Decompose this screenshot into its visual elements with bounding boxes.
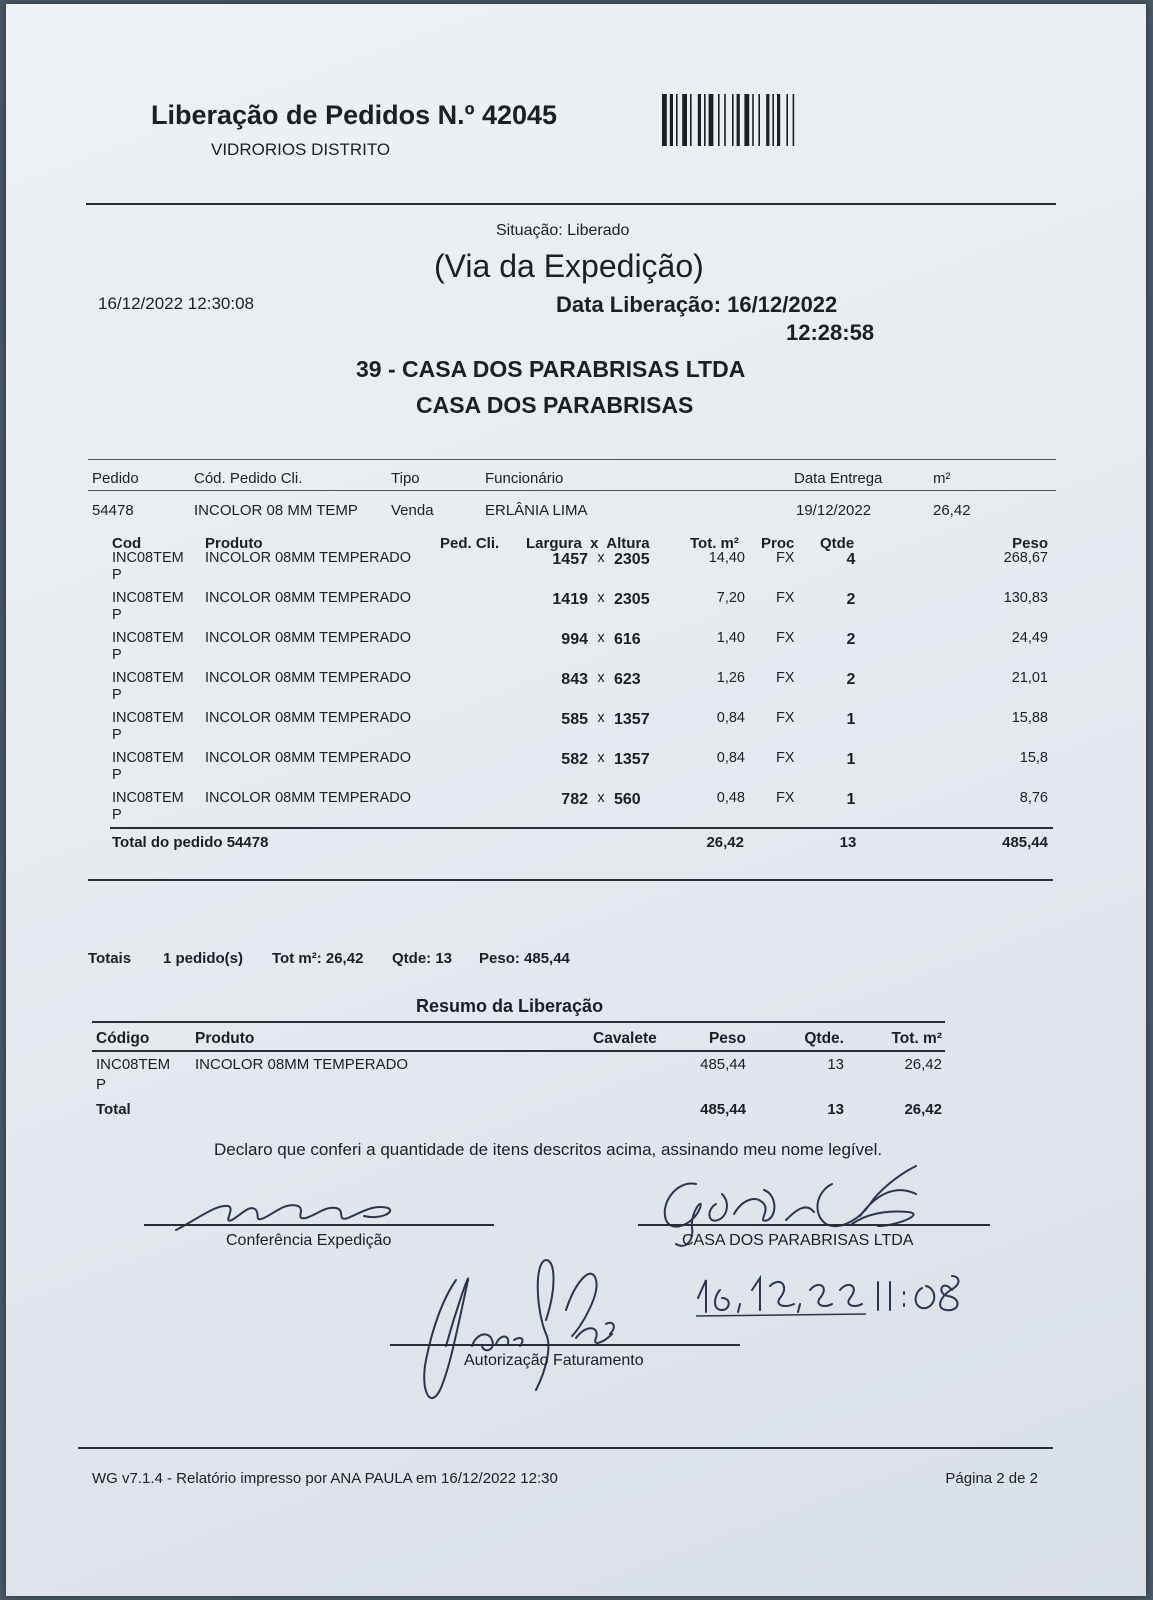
item-produto: INCOLOR 08MM TEMPERADO bbox=[205, 550, 411, 566]
summary-tot-m2: 26,42 bbox=[904, 1056, 942, 1073]
barcode-bar bbox=[786, 94, 788, 146]
release-time: 12:28:58 bbox=[786, 320, 875, 345]
order-employee: ERLÂNIA LIMA bbox=[485, 502, 588, 519]
item-qtde: 2 bbox=[846, 671, 856, 688]
item-cod: INC08TEM bbox=[112, 630, 184, 646]
summary-total-peso: 485,44 bbox=[700, 1101, 746, 1118]
item-produto: INCOLOR 08MM TEMPERADO bbox=[205, 670, 411, 686]
barcode-bar bbox=[704, 94, 706, 146]
item-qtde: 1 bbox=[846, 711, 856, 728]
barcode-bar bbox=[752, 94, 754, 146]
footer-rule bbox=[78, 1447, 1053, 1449]
summary-total-tot-m2: 26,42 bbox=[904, 1101, 942, 1118]
item-largura: 1457 bbox=[552, 551, 588, 568]
item-produto: INCOLOR 08MM TEMPERADO bbox=[205, 710, 411, 726]
item-x: x bbox=[597, 550, 605, 566]
item-proc: FX bbox=[776, 790, 795, 806]
item-altura: 1357 bbox=[614, 711, 650, 728]
barcode-bar bbox=[709, 94, 714, 146]
signature-line-conferencia bbox=[144, 1224, 494, 1226]
item-cod-cont: P bbox=[112, 767, 122, 783]
summary-codigo: INC08TEM bbox=[96, 1056, 171, 1073]
col-header-cod-pedido-cli: Cód. Pedido Cli. bbox=[194, 470, 303, 487]
item-tot-m2: 1,40 bbox=[716, 630, 745, 646]
barcode-bar bbox=[793, 94, 795, 146]
copy-type: (Via da Expedição) bbox=[434, 248, 704, 284]
item-largura: 585 bbox=[561, 711, 588, 728]
col-header-pedido: Pedido bbox=[92, 470, 139, 487]
col-header-tipo: Tipo bbox=[391, 470, 420, 487]
item-altura: 2305 bbox=[614, 551, 650, 568]
item-cod: INC08TEM bbox=[112, 790, 184, 806]
document-page bbox=[6, 4, 1146, 1596]
item-largura: 1419 bbox=[552, 591, 588, 608]
totals-qtde: Qtde: 13 bbox=[392, 950, 453, 967]
item-largura: 843 bbox=[561, 671, 588, 688]
item-cod: INC08TEM bbox=[112, 550, 184, 566]
barcode-bar bbox=[744, 94, 749, 146]
col-header-funcionario: Funcionário bbox=[485, 470, 564, 487]
totals-label: Totais bbox=[88, 950, 132, 967]
barcode-bar bbox=[732, 94, 734, 146]
order-total-qtde: 13 bbox=[839, 834, 857, 851]
section-divider bbox=[88, 879, 1053, 881]
item-altura: 560 bbox=[614, 791, 641, 808]
order-total-peso: 485,44 bbox=[1002, 834, 1048, 851]
client-trade-name: CASA DOS PARABRISAS bbox=[416, 392, 694, 418]
item-cod: INC08TEM bbox=[112, 750, 184, 766]
item-produto: INCOLOR 08MM TEMPERADO bbox=[205, 630, 411, 646]
summary-header-codigo: Código bbox=[96, 1030, 150, 1047]
item-largura: 582 bbox=[561, 751, 588, 768]
item-tot-m2: 7,20 bbox=[716, 590, 745, 606]
barcode bbox=[662, 94, 834, 146]
item-x: x bbox=[597, 630, 605, 646]
order-delivery-date: 19/12/2022 bbox=[796, 502, 872, 519]
col-header-dimensions: Largura x Altura bbox=[526, 535, 650, 552]
col-header-qtde: Qtde bbox=[820, 535, 855, 552]
summary-produto: INCOLOR 08MM TEMPERADO bbox=[195, 1056, 409, 1073]
barcode-bar bbox=[662, 94, 667, 146]
declaration-text: Declaro que conferi a quantidade de itens descritos acima, assinando meu nome legível. bbox=[214, 1140, 883, 1159]
item-tot-m2: 0,48 bbox=[716, 790, 745, 806]
item-peso: 268,67 bbox=[1003, 550, 1048, 566]
handwritten-date bbox=[690, 1268, 990, 1318]
barcode-bar bbox=[766, 94, 769, 146]
summary-header-peso: Peso bbox=[708, 1030, 746, 1047]
barcode-bar bbox=[690, 94, 692, 146]
summary-peso: 485,44 bbox=[700, 1056, 746, 1073]
item-qtde: 1 bbox=[846, 751, 856, 768]
order-total-label: Total do pedido 54478 bbox=[112, 834, 269, 851]
footer-print-info: WG v7.1.4 - Relatório impresso por ANA PAULA em 16/12/2022 12:30 bbox=[92, 1470, 558, 1487]
col-header-cod: Cod bbox=[112, 535, 142, 552]
item-qtde: 1 bbox=[846, 791, 856, 808]
item-altura: 2305 bbox=[614, 591, 650, 608]
document-title: Liberação de Pedidos N.º 42045 bbox=[151, 100, 558, 130]
item-proc: FX bbox=[776, 550, 795, 566]
order-client-code: INCOLOR 08 MM TEMP bbox=[194, 502, 358, 519]
item-cod: INC08TEM bbox=[112, 710, 184, 726]
item-altura: 623 bbox=[614, 671, 641, 688]
items-total-rule bbox=[110, 827, 1053, 829]
barcode-bar bbox=[676, 94, 678, 146]
item-cod-cont: P bbox=[112, 607, 122, 623]
item-produto: INCOLOR 08MM TEMPERADO bbox=[205, 590, 411, 606]
summary-header-cavalete: Cavalete bbox=[593, 1030, 657, 1047]
item-proc: FX bbox=[776, 750, 795, 766]
status-text: Situação: Liberado bbox=[496, 222, 630, 239]
col-header-proc: Proc bbox=[761, 535, 795, 552]
totals-peso: Peso: 485,44 bbox=[479, 950, 570, 967]
item-cod: INC08TEM bbox=[112, 590, 184, 606]
signature-line-autorizacao bbox=[390, 1344, 740, 1346]
signature-line-cliente bbox=[638, 1224, 990, 1226]
printed-timestamp: 16/12/2022 12:30:08 bbox=[98, 294, 254, 313]
col-header-peso: Peso bbox=[1012, 535, 1048, 552]
col-header-m2: m² bbox=[933, 470, 951, 487]
totals-pedidos: 1 pedido(s) bbox=[163, 950, 244, 967]
item-peso: 24,49 bbox=[1011, 630, 1048, 646]
order-total-m2: 26,42 bbox=[706, 834, 744, 851]
signature-label-conferencia: Conferência Expedição bbox=[226, 1232, 392, 1249]
item-peso: 15,88 bbox=[1011, 710, 1048, 726]
item-peso: 15,8 bbox=[1019, 750, 1048, 766]
summary-top-rule bbox=[92, 1021, 945, 1023]
order-m2: 26,42 bbox=[933, 502, 971, 519]
item-qtde: 4 bbox=[846, 551, 856, 568]
order-type: Venda bbox=[391, 502, 434, 519]
item-produto: INCOLOR 08MM TEMPERADO bbox=[205, 790, 411, 806]
barcode-bar bbox=[698, 94, 701, 146]
item-tot-m2: 0,84 bbox=[716, 710, 745, 726]
totals-m2: Tot m²: 26,42 bbox=[272, 950, 364, 967]
barcode-bar bbox=[724, 94, 726, 146]
order-top-rule bbox=[88, 459, 1056, 460]
summary-qtde: 13 bbox=[827, 1056, 844, 1073]
item-qtde: 2 bbox=[846, 631, 856, 648]
col-header-produto: Produto bbox=[205, 535, 263, 552]
order-number: 54478 bbox=[92, 502, 134, 519]
col-header-ped-cli: Ped. Cli. bbox=[440, 535, 500, 552]
summary-title: Resumo da Liberação bbox=[416, 996, 604, 1016]
barcode-bar bbox=[670, 94, 673, 146]
client-name: 39 - CASA DOS PARABRISAS LTDA bbox=[356, 356, 746, 382]
summary-total-label: Total bbox=[96, 1101, 131, 1118]
item-proc: FX bbox=[776, 630, 795, 646]
item-altura: 1357 bbox=[614, 751, 650, 768]
item-tot-m2: 1,26 bbox=[716, 670, 745, 686]
item-peso: 8,76 bbox=[1019, 790, 1048, 806]
release-date: Data Liberação: 16/12/2022 bbox=[556, 292, 838, 317]
barcode-bar bbox=[777, 94, 780, 146]
item-x: x bbox=[597, 750, 605, 766]
summary-header-rule bbox=[92, 1050, 945, 1052]
summary-header-qtde: Qtde. bbox=[804, 1030, 844, 1047]
item-x: x bbox=[597, 710, 605, 726]
item-cod-cont: P bbox=[112, 687, 122, 703]
barcode-bar bbox=[737, 94, 740, 146]
item-cod-cont: P bbox=[112, 647, 122, 663]
barcode-bar bbox=[758, 94, 760, 146]
header-divider bbox=[86, 203, 1056, 205]
item-qtde: 2 bbox=[846, 591, 856, 608]
barcode-bar bbox=[772, 94, 774, 146]
item-x: x bbox=[597, 790, 605, 806]
barcode-bar bbox=[682, 94, 687, 146]
item-tot-m2: 14,40 bbox=[708, 550, 745, 566]
item-peso: 21,01 bbox=[1011, 670, 1048, 686]
signature-label-cliente: CASA DOS PARABRISAS LTDA bbox=[682, 1232, 914, 1249]
item-x: x bbox=[597, 590, 605, 606]
item-largura: 994 bbox=[561, 631, 588, 648]
item-proc: FX bbox=[776, 670, 795, 686]
summary-header-tot-m2: Tot. m² bbox=[891, 1030, 942, 1047]
signature-autorizacao bbox=[396, 1250, 656, 1410]
order-header-rule bbox=[88, 490, 1056, 491]
item-tot-m2: 0,84 bbox=[716, 750, 745, 766]
item-cod: INC08TEM bbox=[112, 670, 184, 686]
item-produto: INCOLOR 08MM TEMPERADO bbox=[205, 750, 411, 766]
item-largura: 782 bbox=[561, 791, 588, 808]
item-cod-cont: P bbox=[112, 807, 122, 823]
signature-label-autorizacao: Autorização Faturamento bbox=[464, 1352, 644, 1369]
item-proc: FX bbox=[776, 590, 795, 606]
summary-codigo-cont: P bbox=[96, 1076, 107, 1093]
item-cod-cont: P bbox=[112, 567, 122, 583]
item-x: x bbox=[597, 670, 605, 686]
item-altura: 616 bbox=[614, 631, 641, 648]
item-proc: FX bbox=[776, 710, 795, 726]
summary-header-produto: Produto bbox=[195, 1030, 255, 1047]
summary-total-qtde: 13 bbox=[827, 1101, 844, 1118]
item-cod-cont: P bbox=[112, 727, 122, 743]
footer-page-number: Página 2 de 2 bbox=[945, 1470, 1038, 1487]
barcode-bar bbox=[718, 94, 720, 146]
col-header-data-entrega: Data Entrega bbox=[794, 470, 883, 487]
col-header-tot-m2: Tot. m² bbox=[690, 535, 739, 552]
item-peso: 130,83 bbox=[1003, 590, 1048, 606]
company-name: VIDRORIOS DISTRITO bbox=[211, 140, 391, 159]
